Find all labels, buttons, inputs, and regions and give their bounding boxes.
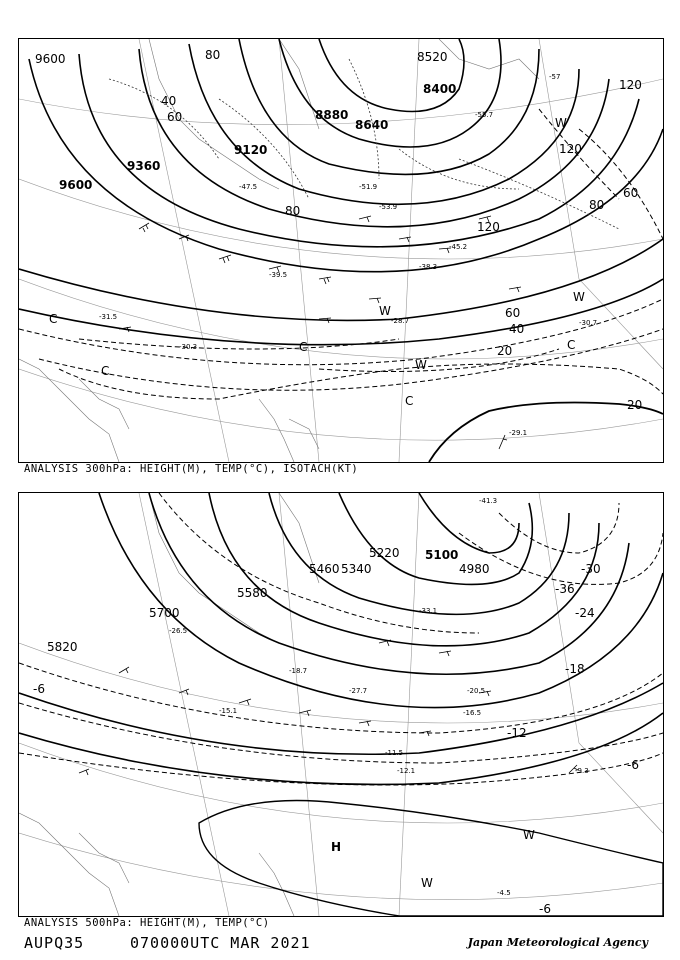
height-label-4980: 4980 — [459, 562, 490, 576]
height-label-5220: 5220 — [369, 546, 400, 560]
height-label-5340: 5340 — [341, 562, 372, 576]
height-label-8880: 8880 — [315, 108, 349, 122]
height-label-9600-top: 9600 — [35, 52, 66, 66]
temp-label: -45.2 — [449, 243, 468, 251]
isotherm-label: -24 — [575, 606, 595, 620]
isotach-label-60b: 60 — [505, 306, 521, 320]
station-label: -15.1 — [219, 707, 238, 715]
isotach-label-60: 60 — [623, 186, 639, 200]
height-label-8520: 8520 — [417, 50, 448, 64]
cold-mark: C — [405, 394, 414, 408]
isotach-label-120b: 120 — [477, 220, 500, 234]
isotherm-label: -18 — [565, 662, 585, 676]
temp-label: -38.3 — [419, 263, 438, 271]
isotherm-label: -6 — [539, 902, 551, 916]
temp-label: -51.9 — [359, 183, 378, 191]
station-label: -27.7 — [349, 687, 368, 695]
graticule — [19, 39, 663, 462]
station-label: -12.1 — [397, 767, 416, 775]
map-500hpa — [18, 492, 664, 917]
cold-mark: C — [49, 312, 58, 326]
warm-mark: W — [415, 358, 427, 372]
temp-label: -53.9 — [379, 203, 398, 211]
caption-500hpa: ANALYSIS 500hPa: HEIGHT(M), TEMP(°C) — [24, 917, 270, 929]
station-label: -11.5 — [385, 749, 404, 757]
isotach-label-120c: 120 — [619, 78, 642, 92]
map-300hpa-canvas — [19, 39, 663, 462]
isotach-label-60c: 60 — [167, 110, 183, 124]
warm-mark: W — [421, 876, 433, 890]
cold-mark: C — [299, 340, 308, 354]
temp-label: -28.7 — [391, 317, 410, 325]
height-contours — [19, 39, 663, 345]
station-label: -16.5 — [463, 709, 482, 717]
isotach-label-80b: 80 — [285, 204, 301, 218]
height-label-5100: 5100 — [425, 548, 459, 562]
isotach-label-40: 40 — [509, 322, 525, 336]
height-label-9120: 9120 — [234, 143, 268, 157]
warm-mark: W — [379, 304, 391, 318]
wind-barbs — [79, 640, 578, 775]
map-300hpa — [18, 38, 664, 463]
isotherm-label: -30 — [581, 562, 601, 576]
temp-label: -57 — [549, 73, 561, 81]
height-label-8640: 8640 — [355, 118, 389, 132]
warm-mark: W — [555, 116, 567, 130]
temperature-contours — [109, 59, 619, 229]
chart-code: AUPQ35 — [24, 934, 85, 952]
station-label: -9.3 — [575, 767, 589, 775]
height-label-5700: 5700 — [149, 606, 180, 620]
height-label-5580: 5580 — [237, 586, 268, 600]
height-label-9360: 9360 — [127, 159, 161, 173]
isotherm-label: -12 — [507, 726, 527, 740]
station-label: -4.5 — [497, 889, 511, 897]
station-label: -18.7 — [289, 667, 308, 675]
caption-300hpa: ANALYSIS 300hPa: HEIGHT(M), TEMP(°C), ISOTACH(KT) — [24, 463, 359, 475]
isotach-label-120: 120 — [559, 142, 582, 156]
cold-mark: C — [101, 364, 110, 378]
height-label-8400: 8400 — [423, 82, 457, 96]
coastline — [19, 493, 319, 916]
isotach-label-80: 80 — [589, 198, 605, 212]
isotach-label-20b: 20 — [627, 398, 643, 412]
map-500hpa-canvas — [19, 493, 663, 916]
temp-label: -30.3 — [179, 343, 198, 351]
high-pressure-contour — [199, 801, 663, 917]
temp-label: -47.5 — [239, 183, 258, 191]
isotach-label-80c: 80 — [205, 48, 221, 62]
height-label-5460: 5460 — [309, 562, 340, 576]
isotach-label-20: 20 — [497, 344, 513, 358]
warm-mark: W — [523, 828, 535, 842]
station-label: -26.5 — [169, 627, 188, 635]
station-label: -20.5 — [467, 687, 486, 695]
height-label-5820: 5820 — [47, 640, 78, 654]
height-label-9600: 9600 — [59, 178, 93, 192]
temp-label: -30.7 — [579, 319, 598, 327]
temp-label: -29.1 — [509, 429, 528, 437]
temp-label: -55.7 — [475, 111, 494, 119]
isotach-label-40b: 40 — [161, 94, 177, 108]
station-label: -33.1 — [419, 607, 438, 615]
chart-datetime: 070000UTC MAR 2021 — [130, 934, 311, 952]
isotherm-label: -6 — [33, 682, 45, 696]
station-label: -41.3 — [479, 497, 498, 505]
cold-mark: C — [567, 338, 576, 352]
isotherm-label: -36 — [555, 582, 575, 596]
temp-label: -31.5 — [99, 313, 118, 321]
temp-label: -39.5 — [269, 271, 288, 279]
warm-mark: W — [573, 290, 585, 304]
height-contours — [19, 493, 663, 784]
isotherm-label: -6 — [627, 758, 639, 772]
agency-name: Japan Meteorological Agency — [467, 936, 648, 949]
high-pressure-mark: H — [331, 840, 342, 854]
